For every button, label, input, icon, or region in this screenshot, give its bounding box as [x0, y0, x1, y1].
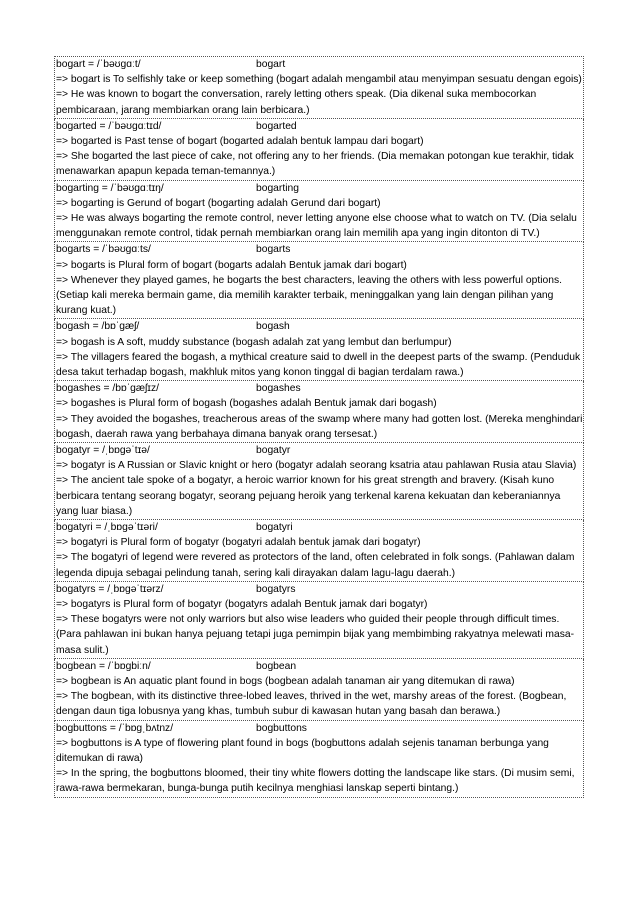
dictionary-entry — [54, 381, 584, 443]
entry-word: bogarting — [256, 182, 299, 194]
entry-word: bogatyrs — [256, 583, 296, 595]
entry-heading — [56, 57, 583, 72]
entry-example: => The villagers feared the bogash, a mythical creature said to dwell in the deepest parts of the swamp. (Penduduk desa takut terhadap bogash, makhluk mitos yang konon tinggal di bagian terdalam rawa.) — [56, 351, 581, 378]
entry-pronunciation: bogart = /ˈbəʊɡɑːt/ — [56, 59, 141, 70]
entry-pronunciation: bogatyrs = /ˌbɒɡəˈtɪərz/ — [56, 583, 164, 595]
dictionary-entry — [54, 721, 584, 798]
entry-pronunciation: bogarting = /ˈbəʊɡɑːtɪŋ/ — [56, 182, 164, 194]
entry-definition: => bogatyrs is Plural form of bogatyr (bogatyrs adalah Bentuk jamak dari bogatyr) — [56, 598, 428, 610]
dictionary-entry — [54, 659, 584, 721]
entry-definition: => bogatyri is Plural form of bogatyr (bogatyri adalah bentuk jamak dari bogatyr) — [56, 537, 421, 549]
entry-example: => She bogarted the last piece of cake, not offering any to her friends. (Dia memakan potongan kue terakhir, tidak menawarkan apapun kepada teman-temannya.) — [56, 151, 574, 178]
entry-definition: => bogbuttons is A type of flowering plant found in bogs (bogbuttons adalah sejenis tanaman berbunga yang ditemukan di rawa) — [56, 737, 549, 764]
entry-definition: => bogarting is Gerund of bogart (bogarting adalah Gerund dari bogart) — [56, 197, 381, 209]
entry-pronunciation: bogashes = /bɒˈɡæʃɪz/ — [56, 383, 159, 395]
dictionary-entry — [54, 181, 584, 243]
entry-pronunciation: bogatyri = /ˌbɒɡəˈtɪəri/ — [56, 521, 158, 533]
entry-definition: => bogatyr is A Russian or Slavic knight or hero (bogatyr adalah seorang ksatria atau pahlawan Rusia atau Slavia) — [56, 460, 577, 472]
dictionary-entry — [54, 443, 584, 520]
dictionary-entry — [54, 242, 584, 319]
entry-heading — [56, 659, 583, 674]
entry-example: => The ancient tale spoke of a bogatyr, a heroic warrior known for his great strength and bravery. (Kisah kuno berbicara tentang seorang bogatyr, seorang pejuang heroik yang terkenal karena kekuatan dan keberaniannya yang luar biasa.) — [56, 475, 561, 517]
dictionary-entry — [54, 119, 584, 181]
dictionary-entry — [54, 56, 584, 119]
entry-example: => He was always bogarting the remote control, never letting anyone else choose what to watch on TV. (Dia selalu menggunakan remote control, tidak pernah membiarkan orang lain memilih apa yang ingin ditonton di TV.) — [56, 212, 577, 240]
entry-heading — [56, 443, 583, 458]
entry-heading — [56, 381, 583, 396]
entry-definition: => bogarts is Plural form of bogart (bogarts adalah Bentuk jamak dari bogart) — [56, 259, 407, 271]
entry-example: => Whenever they played games, he bogarts the best characters, leaving the others with less powerful options. (Setiap kali mereka bermain game, dia memilih karakter terbaik, meninggalkan yang lain dengan pilihan yang kurang kuat.) — [56, 274, 562, 317]
entry-word: bogart — [256, 59, 286, 70]
entry-pronunciation: bogash = /bɒˈɡæʃ/ — [56, 321, 140, 333]
entry-example: => He was known to bogart the conversation, rarely letting others speak. (Dia dikenal suka membocorkan pembicaraan, jarang membiarkan orang lain berbicara.) — [56, 89, 537, 116]
entry-word: bogbean — [256, 660, 297, 672]
entry-word: bogash — [256, 321, 290, 333]
entry-pronunciation: bogarts = /ˈbəʊɡɑːts/ — [56, 244, 151, 256]
dictionary-entry — [54, 520, 584, 582]
entry-heading — [56, 582, 583, 597]
entry-heading — [56, 520, 583, 535]
entry-definition: => bogbean is An aquatic plant found in bogs (bogbean adalah tanaman air yang ditemukan di rawa) — [56, 675, 515, 687]
entry-heading — [56, 721, 583, 736]
dictionary-entry — [54, 319, 584, 381]
entry-word: bogatyr — [256, 444, 291, 456]
entry-definition: => bogashes is Plural form of bogash (bogashes adalah Bentuk jamak dari bogash) — [56, 398, 437, 410]
entry-word: bogarts — [256, 244, 291, 256]
entry-pronunciation: bogbean = /ˈbɒɡbiːn/ — [56, 660, 151, 672]
entry-word: bogbuttons — [256, 722, 307, 734]
entry-word: bogashes — [256, 383, 301, 395]
entry-word: bogarted — [256, 120, 297, 132]
entry-example: => They avoided the bogashes, treacherous areas of the swamp where many had gotten lost. (Mereka menghindari bogash, daerah rawa yang berbahaya dimana banyak orang tersesat.) — [56, 413, 583, 440]
entry-pronunciation: bogarted = /ˈbəʊɡɑːtɪd/ — [56, 120, 162, 132]
entry-heading — [56, 242, 583, 257]
entry-definition: => bogart is To selfishly take or keep something (bogart adalah mengambil atau menyimpan sesuatu dengan egois) — [56, 74, 582, 86]
entry-heading — [56, 119, 583, 134]
entry-heading — [56, 319, 583, 334]
entry-pronunciation: bogatyr = /ˌbɒɡəˈtɪə/ — [56, 444, 150, 456]
entry-word: bogatyri — [256, 521, 293, 533]
entry-pronunciation: bogbuttons = /ˈbɒɡˌbʌtnz/ — [56, 722, 174, 734]
entry-example: => The bogatyri of legend were revered as protectors of the land, often celebrated in folk songs. (Pahlawan dalam legenda dipuja sebagai pelindung tanah, sering kali dirayakan dalam lagu-lagu daerah.) — [56, 552, 575, 579]
dictionary-page — [54, 56, 584, 798]
entry-example: => The bogbean, with its distinctive three-lobed leaves, thrived in the wet, marshy areas of the forest. (Bogbean, dengan daun tiga lobusnya yang khas, tumbuh subur di kawasan hutan yang basah dan berawa.) — [56, 691, 567, 718]
dictionary-entry — [54, 582, 584, 659]
entry-heading — [56, 181, 583, 196]
entry-definition: => bogash is A soft, muddy substance (bogash adalah zat yang lembut dan berlumpur) — [56, 336, 452, 348]
entry-example: => These bogatyrs were not only warriors but also wise leaders who guided their people through difficult times. (Para pahlawan ini bukan hanya pejuang tetapi juga pemimpin bijak yang membimbing rakyatnya melewati masa-masa sulit.) — [56, 614, 574, 656]
entry-example: => In the spring, the bogbuttons bloomed, their tiny white flowers dotting the landscape like stars. (Di musim semi, rawa-rawa bermekaran, bunga-bunga putih kecilnya menghiasi lanskap seperti bintang.) — [56, 768, 575, 795]
entry-definition: => bogarted is Past tense of bogart (bogarted adalah bentuk lampau dari bogart) — [56, 135, 424, 147]
